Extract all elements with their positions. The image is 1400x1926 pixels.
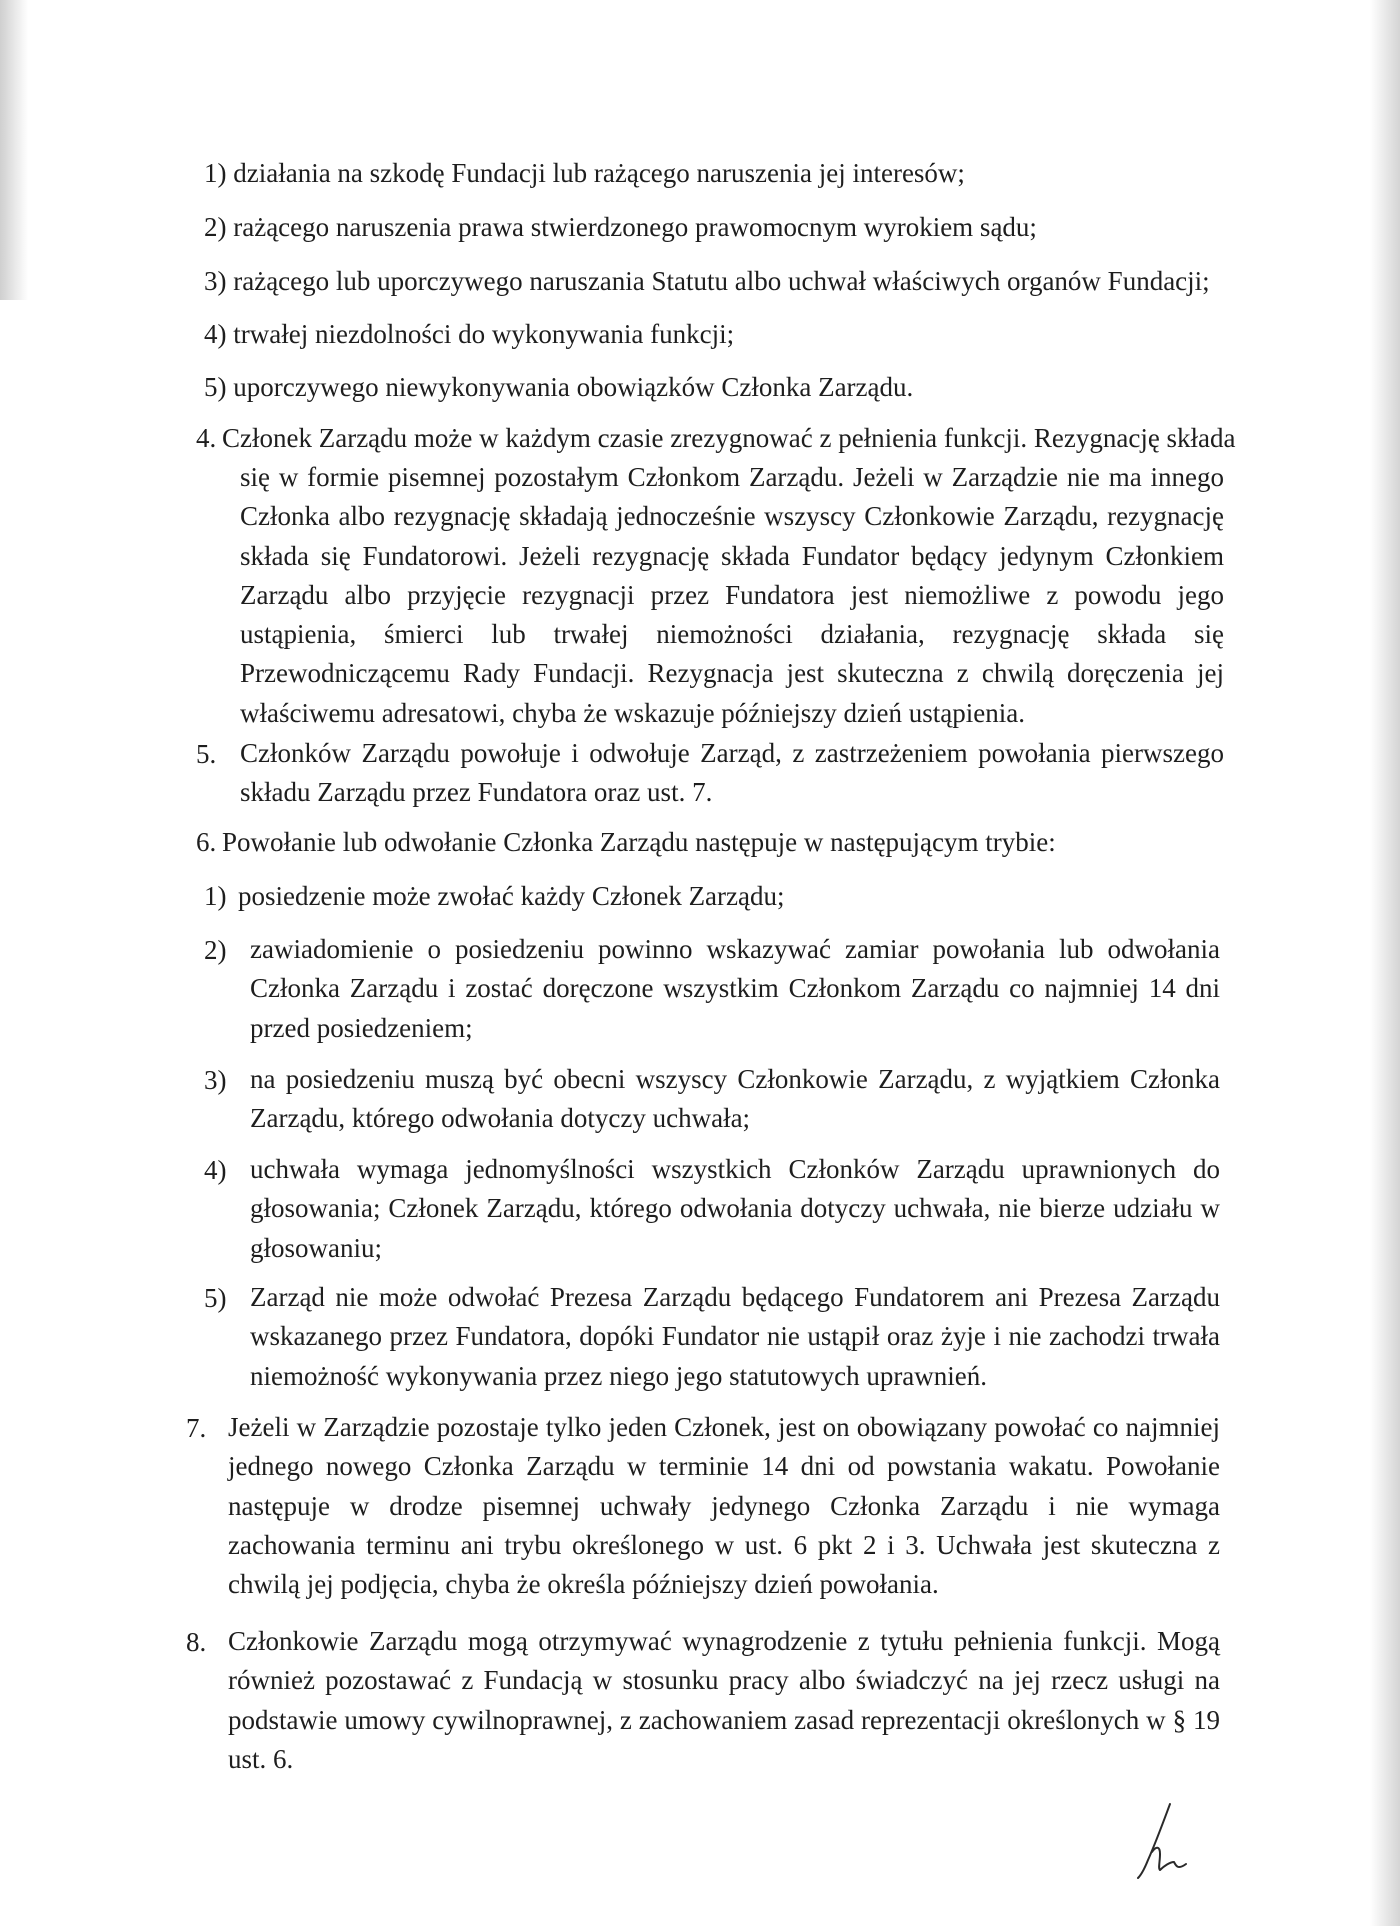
list-b-1-text: posiedzenie może zwołać każdy Członek Zarządu; <box>238 881 785 911</box>
list-b-2-text: zawiadomienie o posiedzeniu powinno wskazywać zamiar powołania lub odwołania Członka Zarządu i zostać doręczone wszystkim Członkom Zarządu co najmniej 14 dni przed posiedzeniem; <box>250 934 1220 1043</box>
p8-text: Członkowie Zarządu mogą otrzymywać wynagrodzenie z tytułu pełnienia funkcji. Mogą również pozostawać z Fundacją w stosunku pracy albo świadczyć na jej rzecz usługi na podstawie umowy cywilnoprawnej, z zachowaniem zasad reprezentacji określonych w § 19 ust. 6. <box>228 1626 1220 1774</box>
p8-number: 8. <box>186 1627 207 1657</box>
list-a-item-5: 5) uporczywego niewykonywania obowiązków Członka Zarządu. <box>204 372 914 402</box>
list-b-5-number: 5) <box>204 1283 227 1313</box>
list-b-3-number: 3) <box>204 1065 227 1095</box>
list-a-item-2: 2) rażącego naruszenia prawa stwierdzonego prawomocnym wyrokiem sądu; <box>204 212 1037 242</box>
handwritten-signature <box>1130 1800 1190 1880</box>
list-a-item-4: 4) trwałej niezdolności do wykonywania funkcji; <box>204 319 735 349</box>
list-b-1-number: 1) <box>204 881 227 911</box>
p4-text: się w formie pisemnej pozostałym Członkom Zarządu. Jeżeli w Zarządzie nie ma innego Członka albo rezygnację składają jednocześnie wszyscy Członkowie Zarządu, rezygnację składa się Fundatorowi. Jeżeli rezygnację składa Fundator będący jedynym Członkiem Zarządu albo przyjęcie rezygnacji przez Fundatora jest niemożliwe z powodu jego ustąpienia, śmierci lub trwałej niemożności działania, rezygnację składa się Przewodniczącemu Rady Fundacji. Rezygnacja jest skuteczna z chwilą doręczenia jej właściwemu adresatowi, chyba że wskazuje późniejszy dzień ustąpienia. <box>240 462 1224 728</box>
p4-first-line: Członek Zarządu może w każdym czasie zrezygnować z pełnienia funkcji. Rezygnację składa <box>222 423 1236 453</box>
list-b-4-text: uchwała wymaga jednomyślności wszystkich Członków Zarządu uprawnionych do głosowania; Członek Zarządu, którego odwołania dotyczy uchwała, nie bierze udziału w głosowaniu; <box>250 1154 1220 1263</box>
p5-number: 5. <box>196 739 217 769</box>
p7-number: 7. <box>186 1413 207 1443</box>
list-b-3-text: na posiedzeniu muszą być obecni wszyscy Członkowie Zarządu, z wyjątkiem Członka Zarządu, którego odwołania dotyczy uchwała; <box>250 1064 1220 1134</box>
p5-text: Członków Zarządu powołuje i odwołuje Zarząd, z zastrzeżeniem powołania pierwszego składu Zarządu przez Fundatora oraz ust. 7. <box>240 738 1224 808</box>
p6-number: 6. <box>196 827 217 857</box>
list-b-4-number: 4) <box>204 1155 227 1185</box>
list-a-item-1: 1) działania na szkodę Fundacji lub rażącego naruszenia jej interesów; <box>204 158 965 188</box>
list-b-5-text: Zarząd nie może odwołać Prezesa Zarządu będącego Fundatorem ani Prezesa Zarządu wskazanego przez Fundatora, dopóki Fundator nie ustąpił oraz żyje i nie zachodzi trwała niemożność wykonywania przez niego jego statutowych uprawnień. <box>250 1282 1220 1391</box>
p7-text: Jeżeli w Zarządzie pozostaje tylko jeden Członek, jest on obowiązany powołać co najmniej jednego nowego Członka Zarządu w terminie 14 dni od powstania wakatu. Powołanie następuje w drodze pisemnej uchwały jedynego Członka Zarządu i nie wymaga zachowania terminu ani trybu określonego w ust. 6 pkt 2 i 3. Uchwała jest skuteczna z chwilą jej podjęcia, chyba że określa późniejszy dzień powołania. <box>228 1412 1220 1600</box>
list-a-item-3: 3) rażącego lub uporczywego naruszania Statutu albo uchwał właściwych organów Fundacji; <box>204 266 1210 296</box>
p4-number: 4. <box>196 423 217 453</box>
p6-text: Powołanie lub odwołanie Członka Zarządu następuje w następującym trybie: <box>222 827 1056 857</box>
list-b-2-number: 2) <box>204 935 227 965</box>
